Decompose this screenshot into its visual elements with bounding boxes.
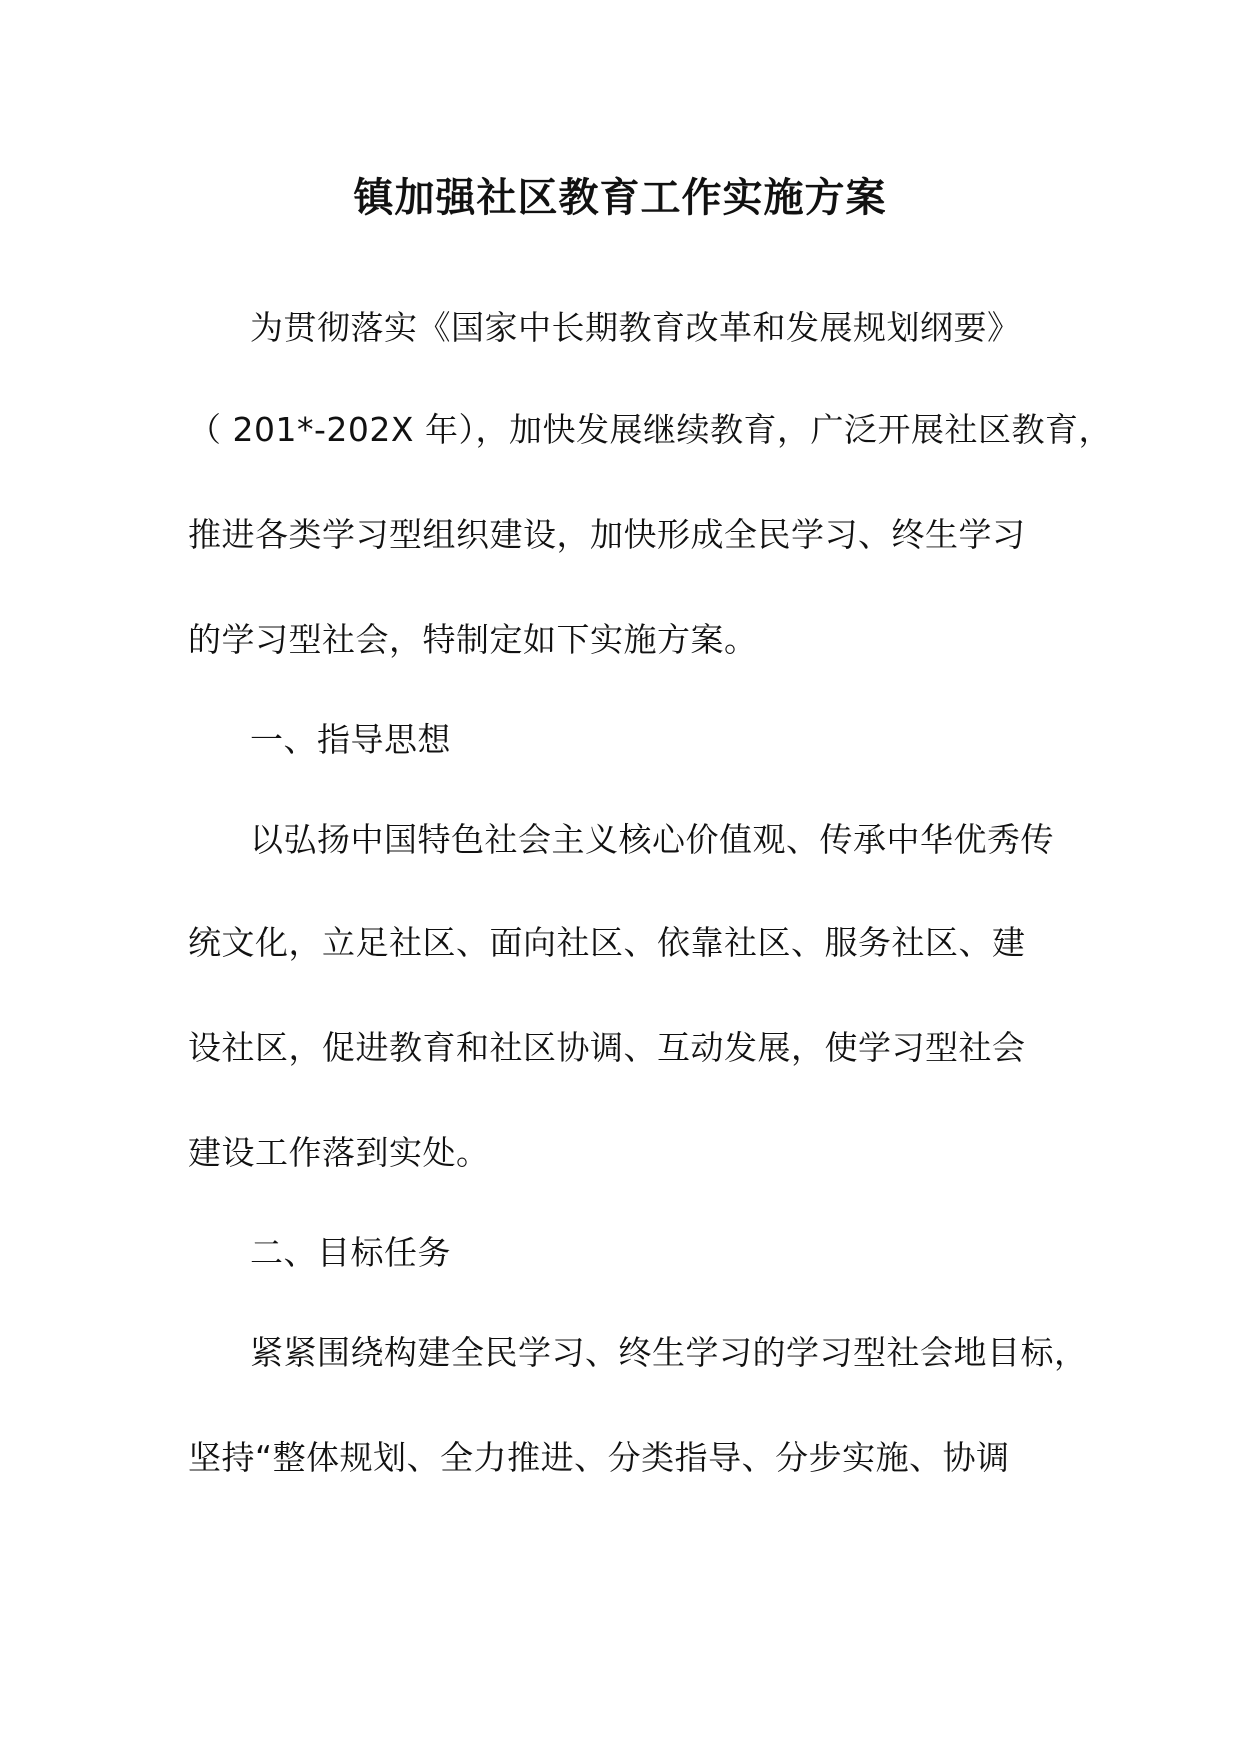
paragraph-line: 为贯彻落实《国家中长期教育改革和发展规划纲要》 xyxy=(250,308,1021,347)
section-heading: 二、目标任务 xyxy=(250,1233,451,1272)
paragraph-line: 紧紧围绕构建全民学习、终生学习的学习型社会地目标， xyxy=(250,1333,1088,1372)
paragraph-line: 坚持“整体规划、全力推进、分类指导、分步实施、协调 xyxy=(188,1438,1010,1477)
paragraph-line: 的学习型社会，特制定如下实施方案。 xyxy=(188,620,758,659)
paragraph-line: 设社区，促进教育和社区协调、互动发展，使学习型社会 xyxy=(188,1028,1026,1067)
paragraph-line: （ 201*-202X 年），加快发展继续教育，广泛开展社区教育， xyxy=(188,410,1112,449)
paragraph-line: 统文化，立足社区、面向社区、依靠社区、服务社区、建 xyxy=(188,923,1026,962)
document-title: 镇加强社区教育工作实施方案 xyxy=(353,174,887,221)
paragraph-line: 推进各类学习型组织建设，加快形成全民学习、终生学习 xyxy=(188,515,1026,554)
paragraph-line: 建设工作落到实处。 xyxy=(188,1133,490,1172)
section-heading: 一、指导思想 xyxy=(250,720,451,759)
paragraph-line: 以弘扬中国特色社会主义核心价值观、传承中华优秀传 xyxy=(250,820,1054,859)
